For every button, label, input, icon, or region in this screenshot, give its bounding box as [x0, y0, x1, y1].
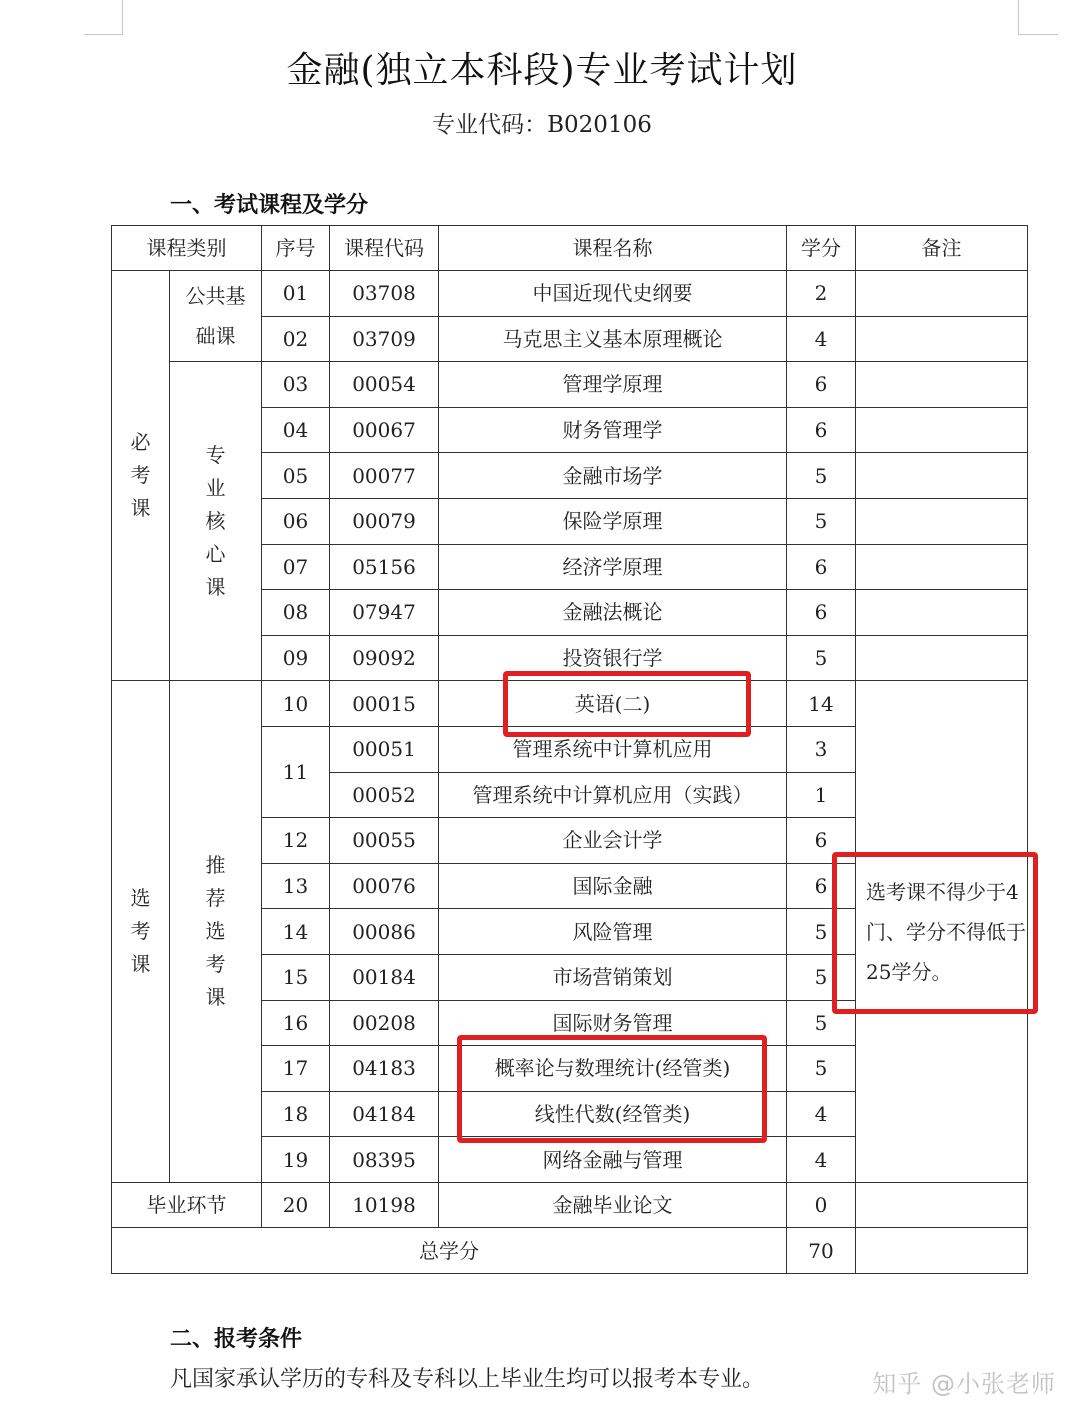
total-label: 总学分 — [112, 1228, 787, 1274]
cell-note — [856, 1228, 1028, 1274]
cell-seq: 20 — [262, 1182, 330, 1228]
conditions-text: 凡国家承认学历的专科及专科以上毕业生均可以报考本专业。 — [170, 1367, 765, 1392]
cell-seq: 08 — [262, 590, 330, 636]
cell-note-elective: 选考课不得少于4门、学分不得低于25学分。 — [856, 681, 1028, 1183]
cell-code: 00184 — [330, 954, 439, 1000]
cell-credit: 4 — [787, 1137, 856, 1183]
cell-course-name: 国际金融 — [439, 863, 787, 909]
cell-credit: 14 — [787, 681, 856, 727]
table-row — [112, 1182, 1028, 1228]
cell-seq: 10 — [262, 681, 330, 727]
cell-credit: 6 — [787, 362, 856, 408]
header-credit: 学分 — [787, 226, 856, 271]
cell-note — [856, 544, 1028, 590]
group-recommended — [170, 681, 262, 1183]
table-header-row — [112, 226, 1028, 271]
cell-credit: 5 — [787, 498, 856, 544]
table-row — [112, 271, 1028, 317]
cell-seq: 17 — [262, 1046, 330, 1092]
header-category: 课程类别 — [112, 226, 262, 271]
cell-credit: 5 — [787, 954, 856, 1000]
cell-course-name: 线性代数(经管类) — [439, 1091, 787, 1137]
cell-code: 10198 — [330, 1182, 439, 1228]
header-name: 课程名称 — [439, 226, 787, 271]
cell-code: 00015 — [330, 681, 439, 727]
cell-code: 08395 — [330, 1137, 439, 1183]
cell-course-name: 概率论与数理统计(经管类) — [439, 1046, 787, 1092]
cell-credit: 4 — [787, 316, 856, 362]
cell-credit: 6 — [787, 544, 856, 590]
cell-course-name: 投资银行学 — [439, 635, 787, 681]
cell-seq: 12 — [262, 818, 330, 864]
section-heading-conditions: 二、报考条件 — [170, 1327, 303, 1352]
header-note: 备注 — [856, 226, 1028, 271]
section-heading-courses: 一、考试课程及学分 — [170, 193, 369, 218]
cell-course-name: 金融毕业论文 — [439, 1182, 787, 1228]
cell-note — [856, 498, 1028, 544]
header-seq: 序号 — [262, 226, 330, 271]
cell-seq: 01 — [262, 271, 330, 317]
cell-course-name: 网络金融与管理 — [439, 1137, 787, 1183]
cell-credit: 2 — [787, 271, 856, 317]
table-total-row — [112, 1228, 1028, 1274]
cell-course-name: 管理系统中计算机应用 — [439, 726, 787, 772]
cell-credit: 3 — [787, 726, 856, 772]
cell-credit: 0 — [787, 1182, 856, 1228]
cell-code: 00067 — [330, 407, 439, 453]
cell-seq: 16 — [262, 1000, 330, 1046]
page-corner-mark-left — [122, 0, 123, 35]
cell-course-name: 企业会计学 — [439, 818, 787, 864]
cell-course-name: 金融法概论 — [439, 590, 787, 636]
cell-code: 07947 — [330, 590, 439, 636]
cell-code: 04184 — [330, 1091, 439, 1137]
cell-credit: 5 — [787, 909, 856, 955]
cell-code: 03709 — [330, 316, 439, 362]
table-row — [112, 362, 1028, 408]
cell-seq: 09 — [262, 635, 330, 681]
cell-credit: 6 — [787, 818, 856, 864]
group-recommended-label: 推荐选考课 — [205, 853, 226, 1010]
group-required — [112, 271, 170, 681]
cell-course-name: 风险管理 — [439, 909, 787, 955]
cell-seq: 07 — [262, 544, 330, 590]
cell-credit: 5 — [787, 1046, 856, 1092]
cell-code: 00055 — [330, 818, 439, 864]
cell-code: 00054 — [330, 362, 439, 408]
cell-seq: 03 — [262, 362, 330, 408]
cell-note — [856, 635, 1028, 681]
group-public-basic — [170, 271, 262, 362]
cell-note — [856, 1182, 1028, 1228]
cell-course-name: 国际财务管理 — [439, 1000, 787, 1046]
cell-credit: 6 — [787, 863, 856, 909]
cell-seq: 18 — [262, 1091, 330, 1137]
group-core — [170, 362, 262, 681]
cell-course-name: 马克思主义基本原理概论 — [439, 316, 787, 362]
cell-code: 04183 — [330, 1046, 439, 1092]
cell-course-name: 金融市场学 — [439, 453, 787, 499]
group-graduation: 毕业环节 — [112, 1182, 262, 1228]
cell-note — [856, 590, 1028, 636]
cell-credit: 5 — [787, 1000, 856, 1046]
cell-code: 03708 — [330, 271, 439, 317]
total-credit: 70 — [787, 1228, 856, 1274]
cell-course-name: 英语(二) — [439, 681, 787, 727]
cell-seq: 14 — [262, 909, 330, 955]
page-corner-mark-right — [1018, 0, 1019, 35]
page-corner-mark-left — [84, 34, 122, 35]
cell-code: 00076 — [330, 863, 439, 909]
group-core-label: 专业核心课 — [205, 442, 226, 599]
page-title: 金融(独立本科段)专业考试计划 — [286, 50, 798, 91]
cell-note — [856, 316, 1028, 362]
cell-code: 00077 — [330, 453, 439, 499]
cell-seq: 11 — [262, 726, 330, 817]
cell-credit: 1 — [787, 772, 856, 818]
cell-course-name: 财务管理学 — [439, 407, 787, 453]
cell-seq: 05 — [262, 453, 330, 499]
cell-credit: 5 — [787, 453, 856, 499]
cell-credit: 6 — [787, 590, 856, 636]
page-corner-mark-right — [1018, 34, 1058, 35]
cell-code: 00086 — [330, 909, 439, 955]
cell-course-name: 中国近现代史纲要 — [439, 271, 787, 317]
group-elective — [112, 681, 170, 1183]
header-code: 课程代码 — [330, 226, 439, 271]
cell-seq: 15 — [262, 954, 330, 1000]
cell-course-name: 管理学原理 — [439, 362, 787, 408]
cell-note — [856, 453, 1028, 499]
cell-code: 09092 — [330, 635, 439, 681]
exam-plan-table — [111, 225, 1028, 1274]
cell-code: 05156 — [330, 544, 439, 590]
cell-course-name: 管理系统中计算机应用（实践） — [439, 772, 787, 818]
cell-note — [856, 407, 1028, 453]
cell-note — [856, 271, 1028, 317]
cell-seq: 04 — [262, 407, 330, 453]
cell-seq: 06 — [262, 498, 330, 544]
cell-course-name: 保险学原理 — [439, 498, 787, 544]
cell-seq: 02 — [262, 316, 330, 362]
group-elective-label: 选考课 — [130, 886, 151, 977]
cell-course-name: 经济学原理 — [439, 544, 787, 590]
cell-code: 00051 — [330, 726, 439, 772]
cell-credit: 6 — [787, 407, 856, 453]
cell-seq: 13 — [262, 863, 330, 909]
table-row — [112, 681, 1028, 727]
cell-credit: 5 — [787, 635, 856, 681]
cell-code: 00208 — [330, 1000, 439, 1046]
cell-note — [856, 362, 1028, 408]
cell-credit: 4 — [787, 1091, 856, 1137]
major-code: 专业代码：B020106 — [432, 112, 652, 138]
group-required-label: 必考课 — [130, 430, 151, 521]
watermark: 知乎 @小张老师 — [872, 1370, 1056, 1398]
cell-code: 00052 — [330, 772, 439, 818]
group-public-basic-label: 公共基础课 — [185, 284, 246, 349]
cell-seq: 19 — [262, 1137, 330, 1183]
cell-course-name: 市场营销策划 — [439, 954, 787, 1000]
cell-code: 00079 — [330, 498, 439, 544]
